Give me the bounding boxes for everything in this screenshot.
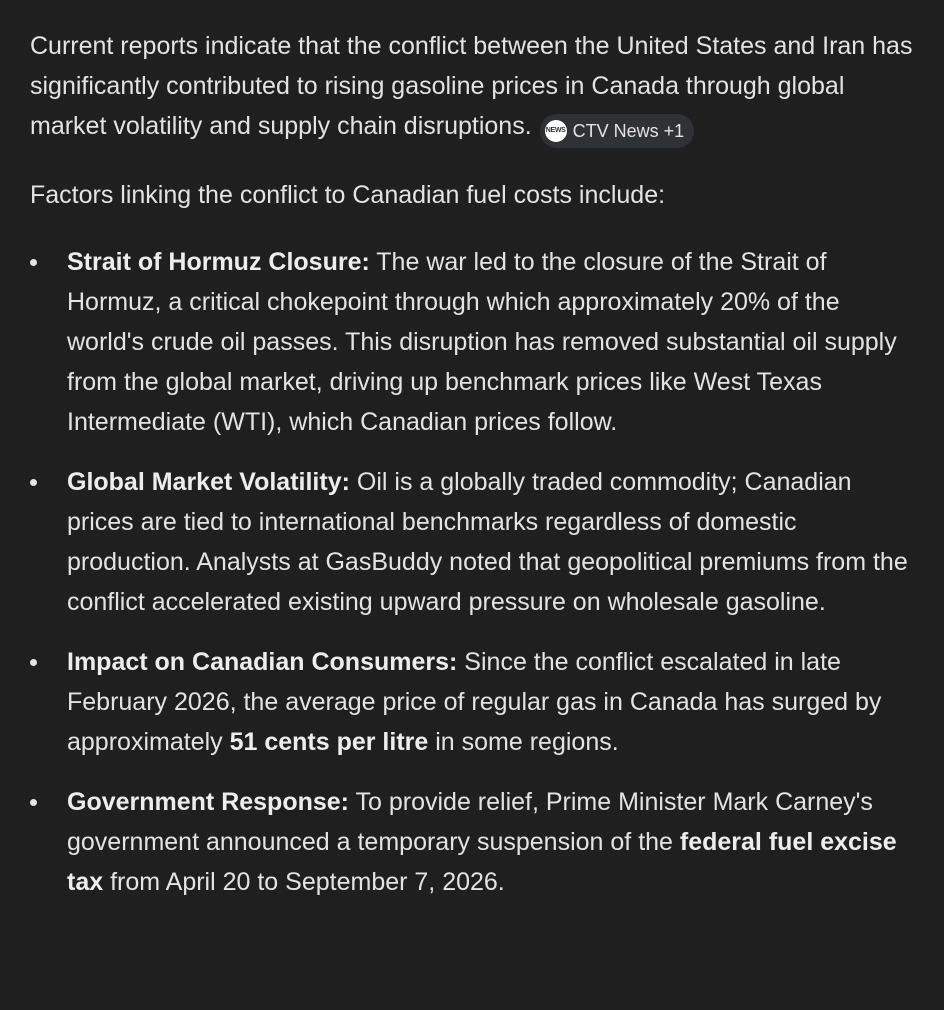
factor-text: from April 20 to September 7, 2026. xyxy=(103,868,505,896)
factor-text: The war led to the closure of the Strait of Hormuz, a critical chokepoint through which approximately 20% of the world's crude oil passes. This disruption has removed substantial oil supply from the global market, driving up benchmark prices like West Texas Intermediate (WTI), which Canadian prices follow. xyxy=(67,248,897,436)
bullet-icon xyxy=(30,259,37,266)
factor-text: To provide relief, Prime Minister Mark Carney's government announced a temporary suspension of the xyxy=(67,788,873,856)
factor-text: Oil is a globally traded commodity; Canadian prices are tied to international benchmarks regardless of domestic production. Analysts at GasBuddy noted that geopolitical premiums from the conflict accelerated existing upward pressure on wholesale gasoline. xyxy=(67,468,908,616)
factor-title: Strait of Hormuz Closure: xyxy=(67,248,370,276)
factor-bold-phrase: federal fuel excise tax xyxy=(67,828,897,896)
list-item xyxy=(30,642,916,762)
news-icon: NEWS xyxy=(545,120,567,142)
factors-heading: Factors linking the conflict to Canadian fuel costs include: xyxy=(30,181,666,209)
factors-list xyxy=(30,242,916,902)
source-chip[interactable] xyxy=(540,114,695,148)
intro-paragraph xyxy=(30,26,916,148)
list-item xyxy=(30,242,916,442)
bullet-icon xyxy=(30,659,37,666)
factor-title: Impact on Canadian Consumers: xyxy=(67,648,458,676)
factor-title: Government Response: xyxy=(67,788,350,816)
list-item xyxy=(30,782,916,902)
factor-title: Global Market Volatility: xyxy=(67,468,350,496)
list-item xyxy=(30,462,916,622)
factor-text: in some regions. xyxy=(428,728,619,756)
factor-bold-phrase: 51 cents per litre xyxy=(229,728,429,756)
source-chip-label: CTV News +1 xyxy=(572,121,685,141)
intro-text: Current reports indicate that the conflict between the United States and Iran has significantly contributed to rising gasoline prices in Canada through global market volatility and supply chain disruptions. xyxy=(30,32,913,140)
factor-text: Since the conflict escalated in late February 2026, the average price of regular gas in Canada has surged by approximately xyxy=(67,648,882,756)
bullet-icon xyxy=(30,479,37,486)
bullet-icon xyxy=(30,799,37,806)
